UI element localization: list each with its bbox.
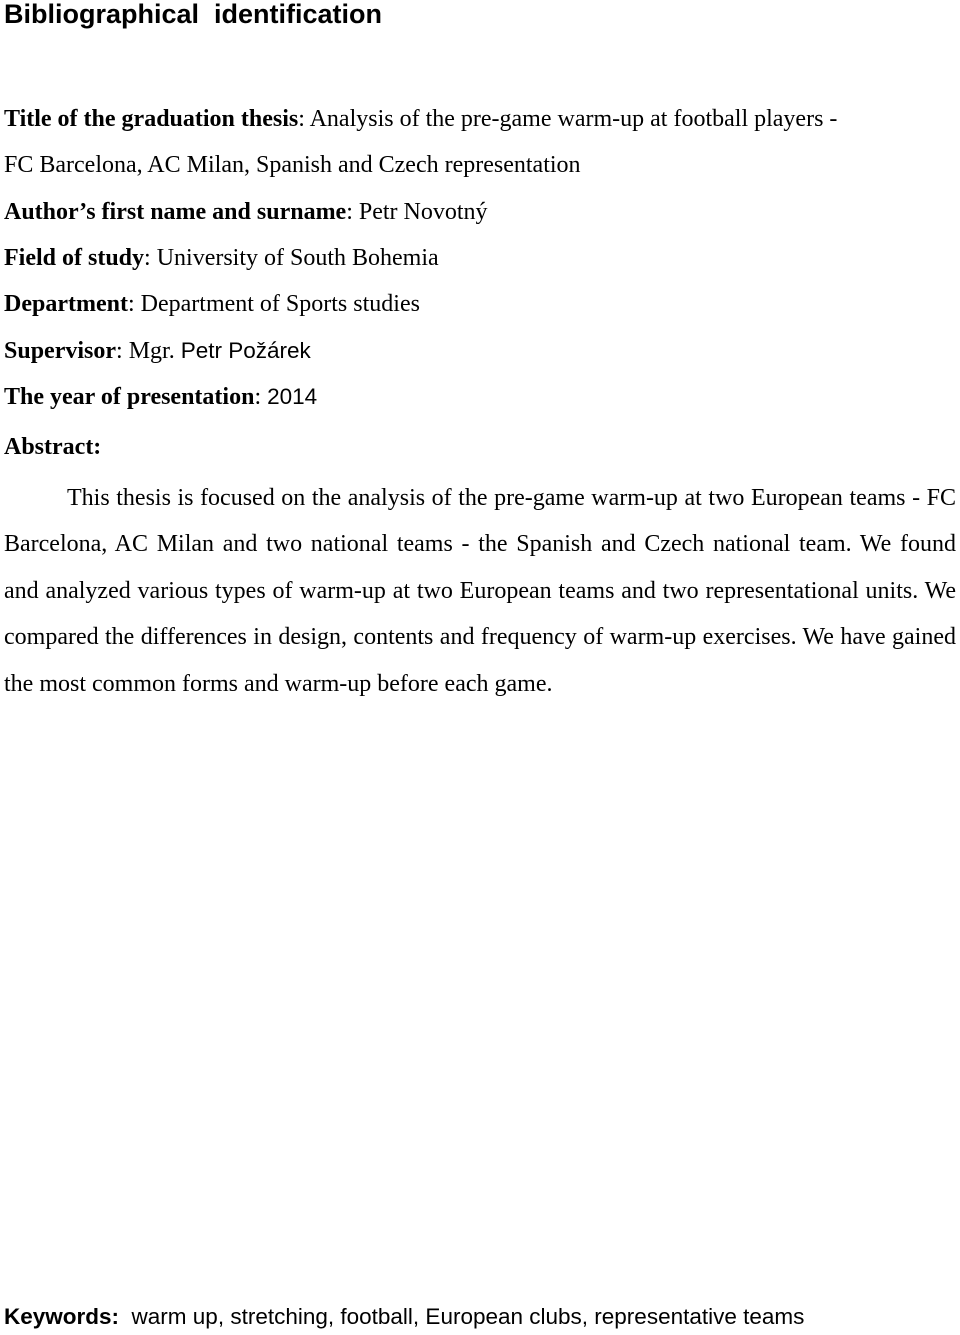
thesis-title-value-continued: FC Barcelona, AC Milan, Spanish and Czech representation [4, 152, 581, 178]
author-line [4, 197, 488, 227]
abstract-text: This thesis is focused on the analysis of the pre-game warm-up at two European teams - FC Barcelona, AC Milan and two national teams - the Spanish and Czech national team. We found and analyzed various types of warm-up at two European teams and two representational units. We compared the differences in design, contents and frequency of warm-up exercises. We have gained the most common forms and warm-up before each game. [4, 485, 956, 697]
supervisor-line [4, 336, 311, 366]
field-of-study-line [4, 243, 439, 273]
thesis-title-label: Title of the graduation thesis [4, 106, 299, 132]
separator: : [254, 384, 268, 410]
keywords-line [4, 1302, 804, 1332]
separator: : [346, 199, 359, 225]
keywords-label: Keywords: [4, 1304, 120, 1329]
author-label: Author’s first name and surname [4, 199, 347, 225]
separator: : [116, 338, 129, 364]
keywords-value: warm up, stretching, football, European clubs, representative teams [131, 1304, 805, 1329]
department-label: Department [4, 291, 128, 317]
page-heading: Bibliographical identification [4, 0, 383, 29]
field-of-study-value: University of South Bohemia [156, 245, 439, 271]
separator: : [127, 291, 141, 317]
supervisor-name: Petr Požárek [180, 338, 311, 363]
thesis-title-line [4, 104, 837, 134]
abstract-label: Abstract: [4, 434, 102, 460]
thesis-title-line-2 [4, 150, 581, 180]
thesis-title-value: Analysis of the pre-game warm-up at football players - [309, 106, 838, 132]
separator: : [144, 245, 157, 271]
author-value: Petr Novotný [358, 199, 488, 225]
year-line [4, 382, 317, 412]
field-of-study-label: Field of study [4, 245, 145, 271]
supervisor-title: Mgr. [128, 338, 181, 364]
year-label: The year of presentation [4, 384, 255, 410]
department-value: Department of Sports studies [140, 291, 420, 317]
supervisor-label: Supervisor [4, 338, 117, 364]
department-line [4, 289, 420, 319]
year-value: 2014 [267, 384, 318, 409]
separator: : [298, 106, 310, 132]
